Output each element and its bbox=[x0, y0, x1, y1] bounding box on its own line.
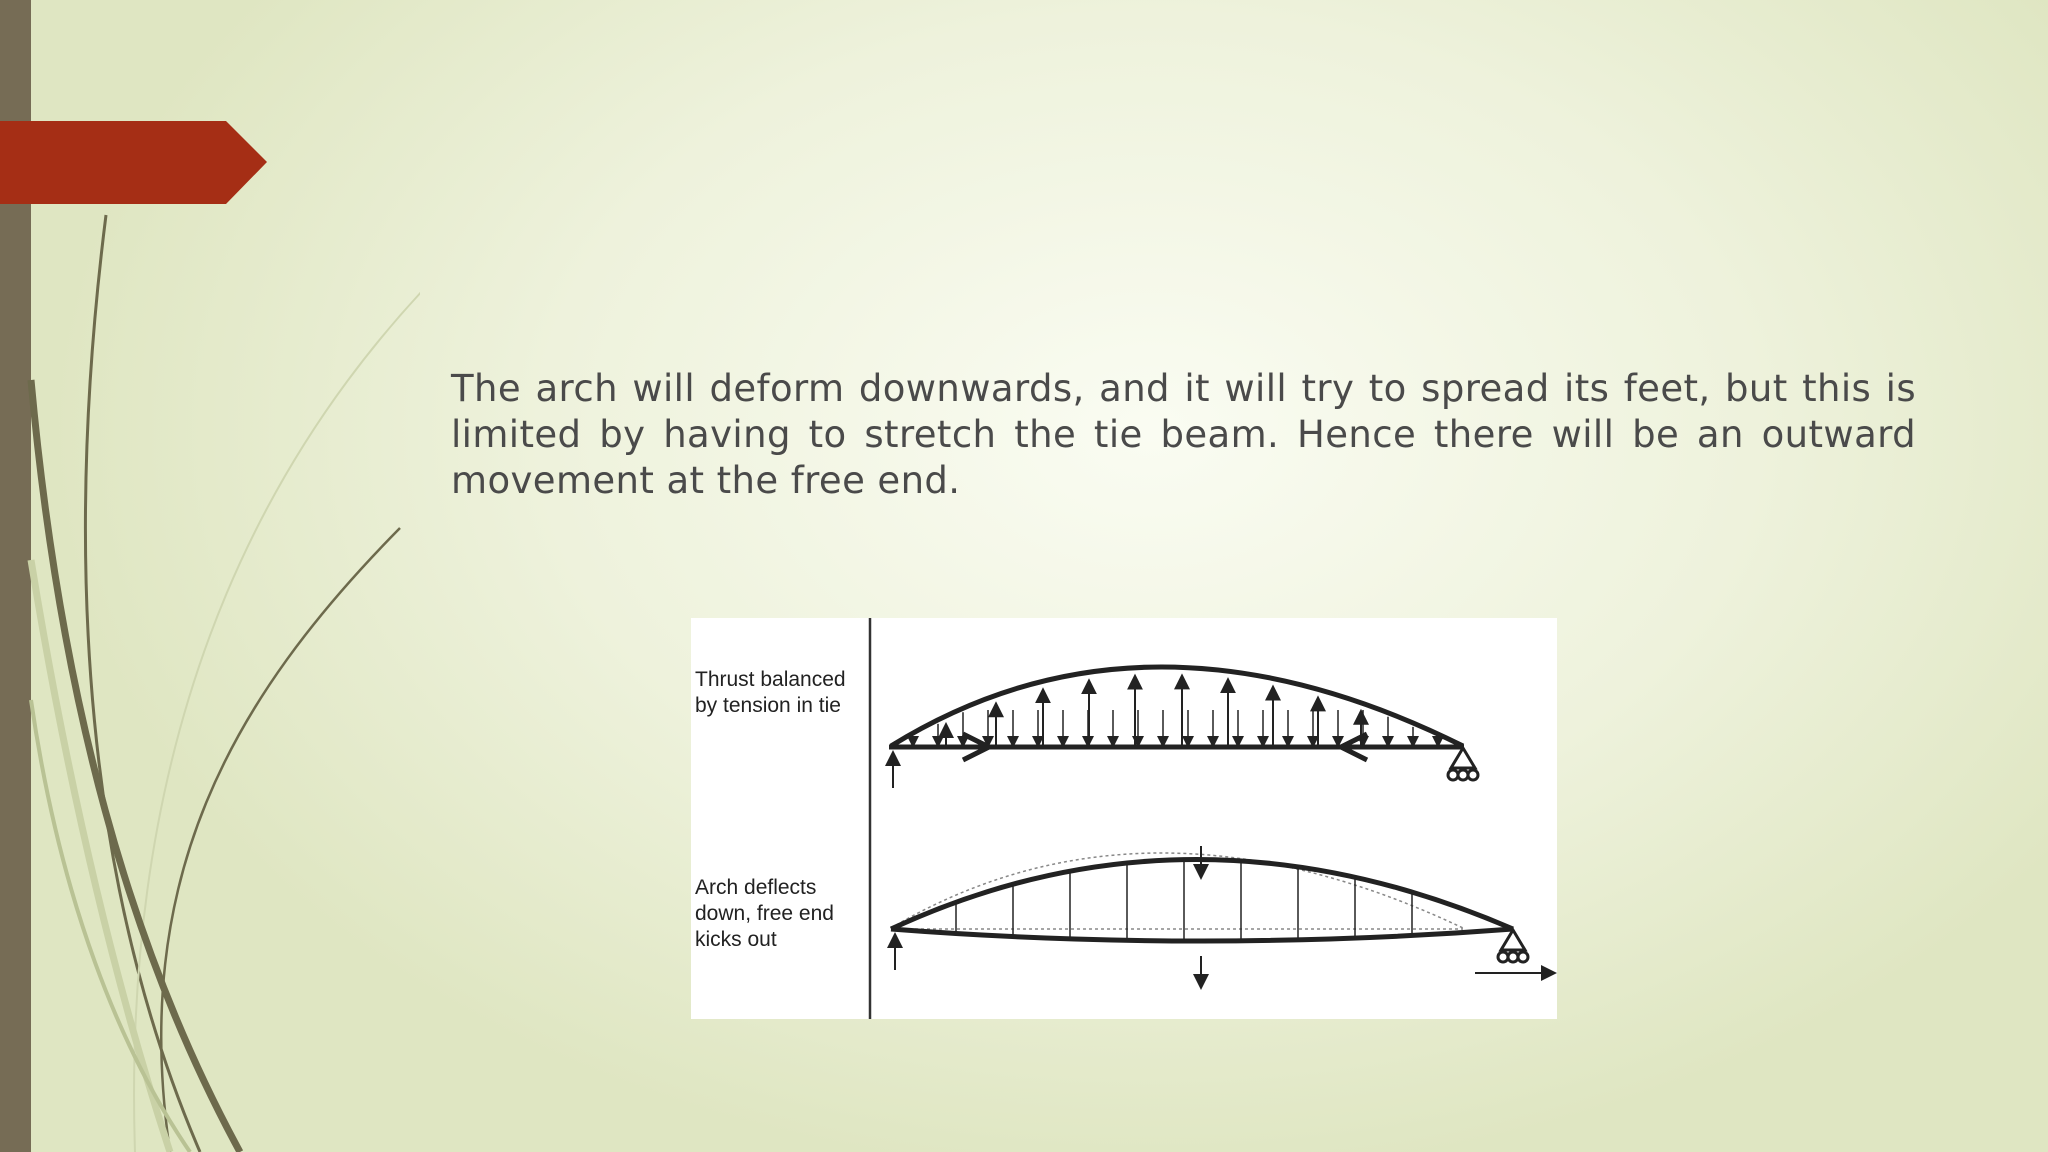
top-right-roller-support bbox=[1448, 748, 1478, 780]
decor-curve-1 bbox=[85, 215, 200, 1152]
decor-curve-5 bbox=[31, 560, 170, 1152]
top-label-line1: Thrust balanced bbox=[695, 668, 846, 691]
body-text: The arch will deform downwards, and it will try to spread its feet, but this is limited by having to stretch the tie beam. Hence there will be an outward movement at the free end. bbox=[451, 367, 1916, 502]
bottom-label-line3: kicks out bbox=[695, 928, 777, 951]
bottom-label-line2: down, free end bbox=[695, 902, 834, 925]
accent-arrow-shape bbox=[0, 121, 267, 204]
bottom-label-line1: Arch deflects bbox=[695, 876, 817, 899]
top-arch-curve bbox=[891, 667, 1463, 746]
top-tied-arch bbox=[889, 667, 1478, 788]
decor-curve-6 bbox=[31, 700, 190, 1152]
bottom-right-roller-support bbox=[1498, 930, 1528, 962]
bottom-deflected-arch bbox=[891, 846, 1549, 982]
top-label-line2: by tension in tie bbox=[695, 694, 841, 717]
original-arch-dotted bbox=[891, 853, 1463, 928]
title-accent-tab bbox=[0, 0, 270, 210]
deflected-tie-beam bbox=[891, 929, 1513, 941]
arch-diagram bbox=[691, 618, 1557, 1019]
